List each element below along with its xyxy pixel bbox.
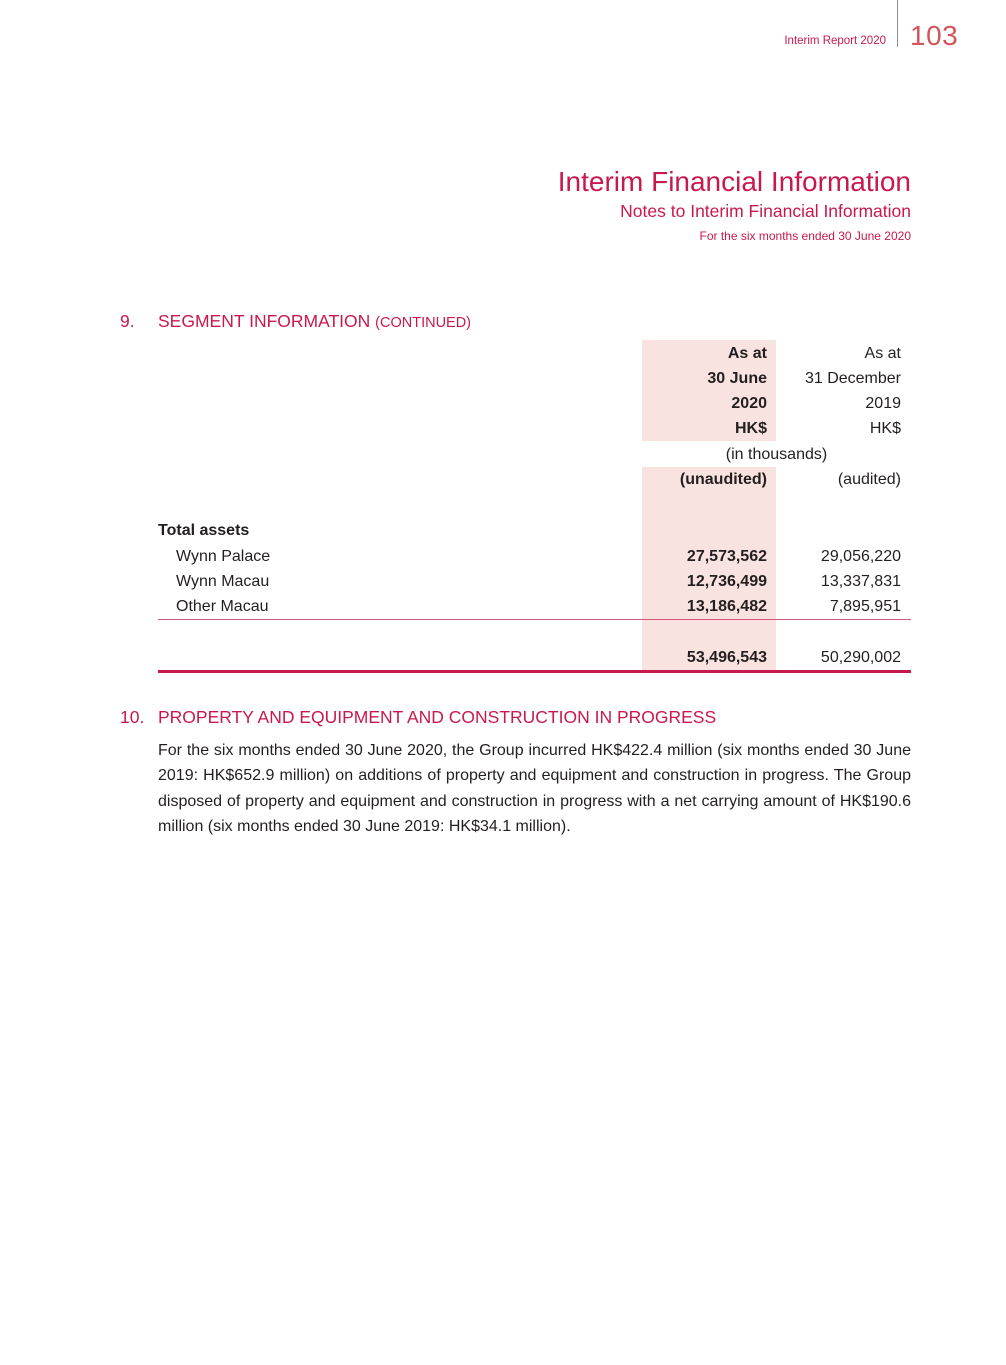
section-10-heading bbox=[0, 707, 1006, 731]
section-10-title: PROPERTY AND EQUIPMENT AND CONSTRUCTION IN PROGRESS bbox=[158, 707, 717, 727]
total-rule bbox=[158, 670, 911, 673]
section-9-title: SEGMENT INFORMATION bbox=[158, 311, 371, 331]
row-value-prior: 29,056,220 bbox=[820, 548, 901, 565]
col2-header-line2: 31 December bbox=[804, 370, 901, 387]
row-label: Other Macau bbox=[176, 598, 269, 615]
col1-header-line2: 30 June bbox=[707, 370, 767, 387]
period-label: For the six months ended 30 June 2020 bbox=[699, 229, 911, 243]
section-9-number: 9. bbox=[120, 311, 135, 331]
section-10-number: 10. bbox=[120, 707, 145, 727]
row-label: Wynn Palace bbox=[176, 548, 271, 565]
total-value-prior: 50,290,002 bbox=[820, 649, 901, 666]
group-label-total-assets: Total assets bbox=[158, 522, 250, 539]
col2-audit-status: (audited) bbox=[837, 471, 901, 488]
row-value-current: 13,186,482 bbox=[686, 598, 767, 615]
subtotal-rule bbox=[158, 619, 911, 620]
col2-header-year: 2019 bbox=[865, 395, 901, 412]
col1-audit-status: (unaudited) bbox=[679, 471, 767, 488]
col2-header-currency: HK$ bbox=[869, 420, 901, 437]
col1-header-year: 2020 bbox=[731, 395, 767, 412]
header-divider bbox=[897, 0, 898, 47]
row-value-current: 27,573,562 bbox=[686, 548, 767, 565]
col1-header-line1: As at bbox=[727, 345, 767, 362]
units-label: (in thousands) bbox=[725, 446, 828, 463]
report-name: Interim Report 2020 bbox=[784, 35, 886, 47]
row-value-prior: 13,337,831 bbox=[820, 573, 901, 590]
row-value-current: 12,736,499 bbox=[686, 573, 767, 590]
row-value-prior: 7,895,951 bbox=[829, 598, 901, 615]
row-label: Wynn Macau bbox=[176, 573, 270, 590]
section-9-title-wrap bbox=[158, 311, 471, 332]
page-title: Interim Financial Information bbox=[557, 166, 911, 197]
section-10-paragraph: For the six months ended 30 June 2020, the Group incurred HK$422.4 million (six months ended 30 June 2019: HK$652.9 million) on additions of property and equipment and construction in progress. The Group disposed of property and equipment and construction in progress with a net carrying amount of HK$190.6 million (six months ended 30 June 2019: HK$34.1 million). bbox=[158, 742, 911, 836]
section-9-heading bbox=[0, 311, 1006, 335]
col1-header-currency: HK$ bbox=[734, 420, 767, 437]
current-period-shade-body bbox=[642, 467, 776, 672]
col2-header-line1: As at bbox=[864, 345, 901, 362]
page-number: 103 bbox=[910, 20, 959, 51]
section-9-continued: (CONTINUED) bbox=[375, 315, 472, 331]
page-subtitle: Notes to Interim Financial Information bbox=[620, 201, 911, 221]
total-value-current: 53,496,543 bbox=[686, 649, 767, 666]
